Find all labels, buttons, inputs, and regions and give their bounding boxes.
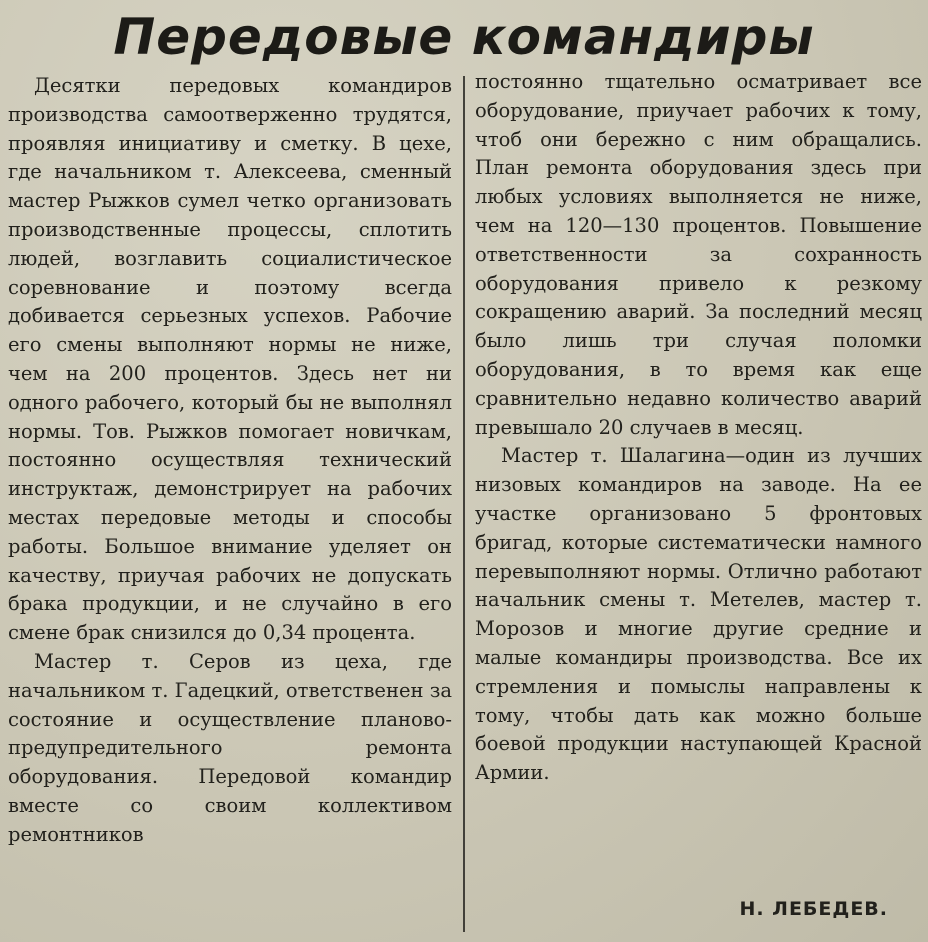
article-headline: Передовые командиры [113, 8, 815, 66]
paragraph-shalagina: Мастер т. Шалагина—один из лучших низовых командиров на заводе. На ее участке организовано 5 фронтовых бригад, которые систематически намного перевыполняют нормы. Отлично работают начальник смены т. Метелев, мастер т. Морозов и многие другие средние и малые командиры производства. Все их стремления и помыслы направлены к тому, чтобы дать как можно больше боевой продукции наступающей Красной Армии. [475, 444, 922, 785]
column-left [8, 72, 452, 850]
paragraph-serov-continued: постоянно тщательно осматривает все оборудование, приучает рабочих к тому, чтоб они бережно с ним обращались. План ремонта оборудования здесь при любых условиях выполняется не ниже, чем на 120—130 процентов. Повышение ответственности за сохранность оборудования привело к резкому сокращению аварий. За последний месяц было лишь три случая поломки оборудования, в то время как еще сравнительно недавно количество аварий превышало 20 случаев в месяц. [475, 70, 922, 439]
paragraph-ryzhkov: Десятки передовых командиров производства самоотверженно трудятся, проявляя инициативу и сметку. В цехе, где начальником т. Алексеева, сменный мастер Рыжков сумел четко организовать производственные процессы, сплотить людей, возглавить социалистическое соревнование и поэтому всегда добивается серьезных успехов. Рабочие его смены выполняют нормы не ниже, чем на 200 процентов. Здесь нет ни одного рабочего, который бы не выполнял нормы. Тов. Рыжков помогает новичкам, постоянно осуществляя технический инструктаж, демонстрирует на рабочих местах передовые методы и способы работы. Большое внимание уделяет он качеству, приучая рабочих не допускать брака продукции, и не случайно в его смене брак снизился до 0,34 процента. [8, 74, 452, 645]
column-right [475, 68, 922, 788]
author-signature: Н. ЛЕБЕДЕВ. [739, 898, 888, 920]
paragraph-serov: Мастер т. Серов из цеха, где начальником т. Гадецкий, ответственен за состояние и осуществление планово-предупредительного ремонта оборудования. Передовой командир вместе со своим коллективом ремонтников [8, 649, 452, 846]
column-divider [463, 76, 465, 932]
